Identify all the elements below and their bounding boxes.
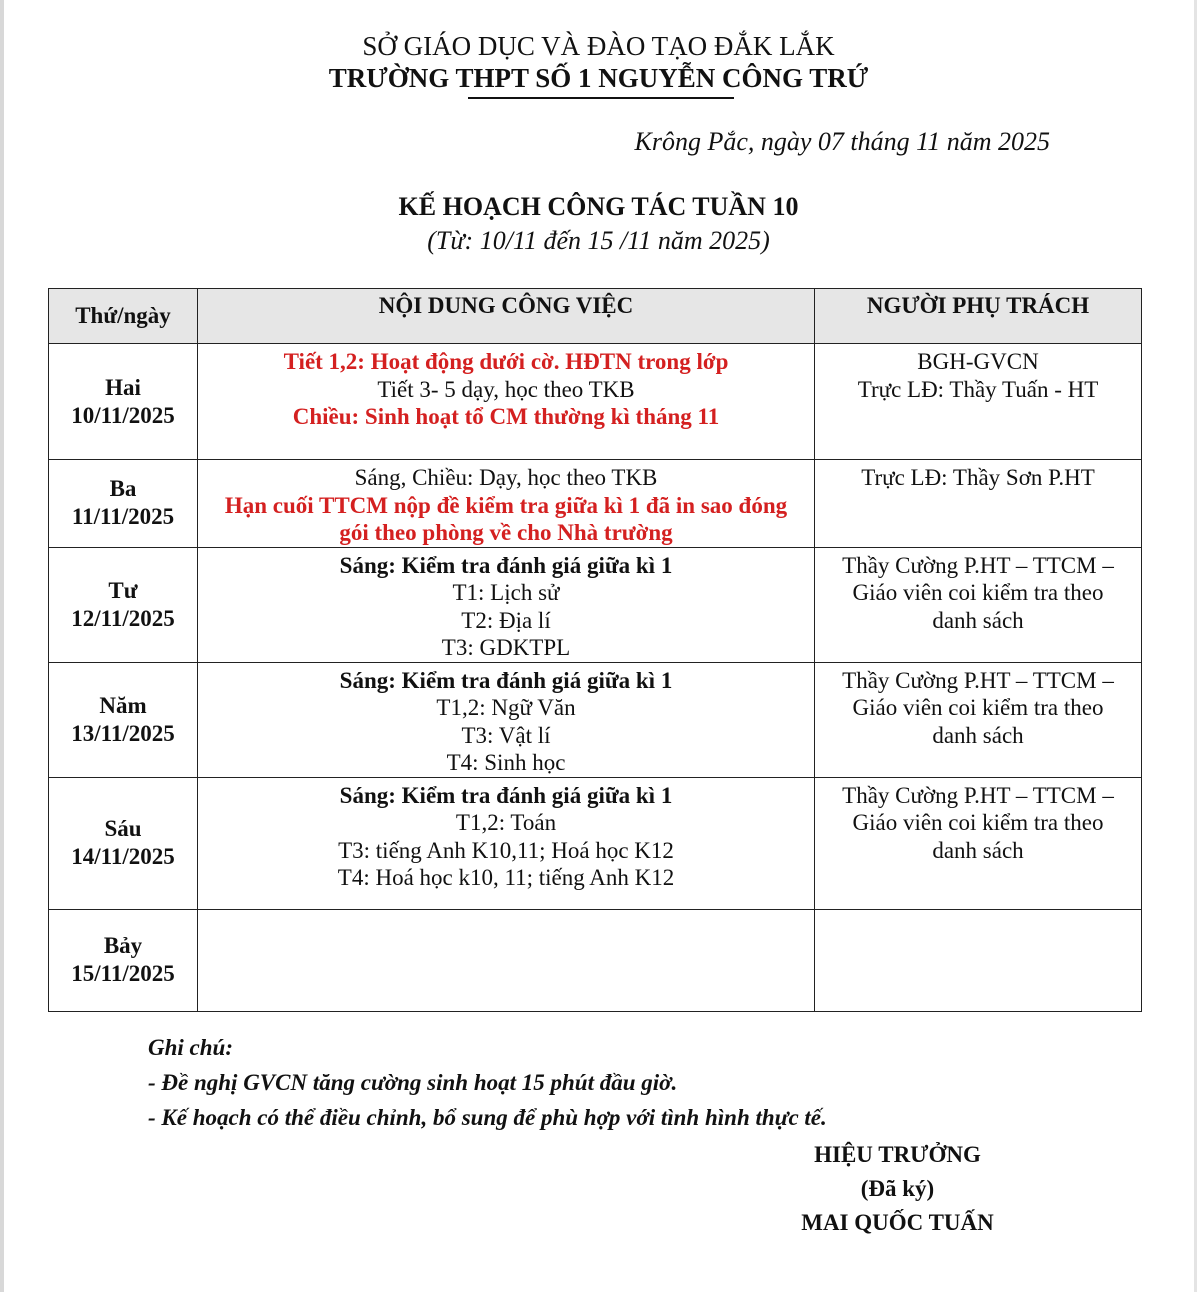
task-line: Tiết 1,2: Hoạt động dưới cờ. HĐTN trong lớp — [283, 349, 729, 374]
task-line: T3: tiếng Anh K10,11; Hoá học K12 — [338, 837, 674, 863]
notes — [148, 1030, 827, 1135]
task-line: T1: Lịch sử — [452, 580, 560, 605]
table-row — [49, 344, 1142, 460]
place-date: Krông Pắc, ngày 07 tháng 11 năm 2025 — [634, 127, 1050, 156]
signature-block — [780, 1138, 1015, 1240]
person-line: Giáo viên coi kiểm tra theo — [852, 810, 1104, 835]
person-line: Giáo viên coi kiểm tra theo — [852, 695, 1104, 720]
school-name: TRƯỜNG THPT SỐ 1 NGUYỄN CÔNG TRỨ — [328, 63, 869, 93]
day-cell — [49, 547, 198, 662]
date-label: 15/11/2025 — [71, 961, 175, 986]
day-cell — [49, 662, 198, 777]
table-row — [49, 909, 1142, 1011]
content-cell — [198, 909, 815, 1011]
person-line: Thầy Cường P.HT – TTCM – — [842, 552, 1114, 578]
day-cell — [49, 777, 198, 909]
person-line: danh sách — [932, 837, 1024, 863]
date-label: 13/11/2025 — [71, 720, 175, 746]
task-line: T3: Vật lí — [461, 722, 551, 748]
content-cell — [198, 777, 815, 909]
task-line: Chiều: Sinh hoạt tổ CM thường kì tháng 11 — [292, 404, 720, 429]
signature-status: (Đã ký) — [860, 1176, 935, 1201]
table-header-row — [49, 289, 1142, 344]
department-name: SỞ GIÁO DỤC VÀ ĐÀO TẠO ĐẮK LẮK — [362, 31, 835, 61]
task-line: Sáng: Kiểm tra đánh giá giữa kì 1 — [339, 667, 673, 693]
header-person: NGƯỜI PHỤ TRÁCH — [815, 289, 1142, 344]
day-cell — [49, 344, 198, 460]
weekday-label: Tư — [108, 577, 138, 603]
task-line: Sáng, Chiều: Dạy, học theo TKB — [354, 465, 658, 490]
signer-role: HIỆU TRƯỞNG — [814, 1142, 981, 1167]
header-content: NỘI DUNG CÔNG VIỆC — [198, 289, 815, 344]
task-line: T1,2: Ngữ Văn — [436, 695, 576, 720]
task-line: T4: Hoá học k10, 11; tiếng Anh K12 — [337, 865, 675, 890]
person-cell — [815, 547, 1142, 662]
person-line: Giáo viên coi kiểm tra theo — [852, 580, 1104, 605]
person-cell — [815, 777, 1142, 909]
note-item: - Kế hoạch có thể điều chỉnh, bổ sung để phù hợp với tình hình thực tế. — [148, 1105, 827, 1130]
note-item: - Đề nghị GVCN tăng cường sinh hoạt 15 phút đầu giờ. — [148, 1070, 678, 1095]
task-line: T1,2: Toán — [455, 810, 557, 835]
task-line: Sáng: Kiểm tra đánh giá giữa kì 1 — [339, 552, 673, 578]
date-label: 11/11/2025 — [71, 504, 175, 530]
signer-name: MAI QUỐC TUẤN — [801, 1210, 994, 1235]
document-subtitle: (Từ: 10/11 đến 15 /11 năm 2025) — [427, 226, 770, 255]
document-title: KẾ HOẠCH CÔNG TÁC TUẦN 10 — [398, 192, 799, 221]
weekday-label: Năm — [99, 692, 147, 718]
content-cell — [198, 460, 815, 548]
notes-label: Ghi chú: — [148, 1035, 233, 1060]
school-name-underline — [468, 97, 734, 99]
weekday-label: Ba — [109, 476, 137, 502]
date-label: 14/11/2025 — [71, 844, 175, 869]
day-cell — [49, 460, 198, 548]
person-line: Thầy Cường P.HT – TTCM – — [842, 782, 1114, 808]
task-line: T4: Sinh học — [446, 750, 566, 775]
content-cell — [198, 547, 815, 662]
person-cell — [815, 344, 1142, 460]
table-row — [49, 547, 1142, 662]
date-label: 10/11/2025 — [71, 402, 175, 428]
person-line: Trực LĐ: Thầy Sơn P.HT — [861, 465, 1095, 490]
person-cell — [815, 662, 1142, 777]
task-line: gói theo phòng về cho Nhà trường — [339, 520, 673, 545]
table-row — [49, 777, 1142, 909]
person-line: danh sách — [932, 722, 1024, 748]
header-day: Thứ/ngày — [49, 289, 198, 344]
table-row — [49, 460, 1142, 548]
weekday-label: Sáu — [104, 816, 142, 841]
person-line: Thầy Cường P.HT – TTCM – — [842, 667, 1114, 693]
person-line: Trực LĐ: Thầy Tuấn - HT — [857, 376, 1099, 402]
weekday-label: Hai — [105, 374, 141, 400]
date-label: 12/11/2025 — [71, 605, 175, 631]
task-line: Hạn cuối TTCM nộp đề kiểm tra giữa kì 1 đã in sao đóng — [224, 492, 788, 518]
day-cell — [49, 909, 198, 1011]
task-line: Tiết 3- 5 dạy, học theo TKB — [377, 376, 635, 402]
person-line: danh sách — [932, 607, 1024, 633]
person-cell — [815, 460, 1142, 548]
weekday-label: Bảy — [103, 933, 143, 958]
person-line: BGH-GVCN — [917, 349, 1039, 374]
document-header — [0, 30, 1197, 94]
weekly-plan-table — [48, 288, 1142, 1012]
content-cell — [198, 662, 815, 777]
table-row — [49, 662, 1142, 777]
task-line: Sáng: Kiểm tra đánh giá giữa kì 1 — [339, 782, 673, 808]
task-line: T2: Địa lí — [461, 607, 551, 633]
content-cell — [198, 344, 815, 460]
person-cell — [815, 909, 1142, 1011]
task-line: T3: GDKTPL — [441, 635, 571, 660]
